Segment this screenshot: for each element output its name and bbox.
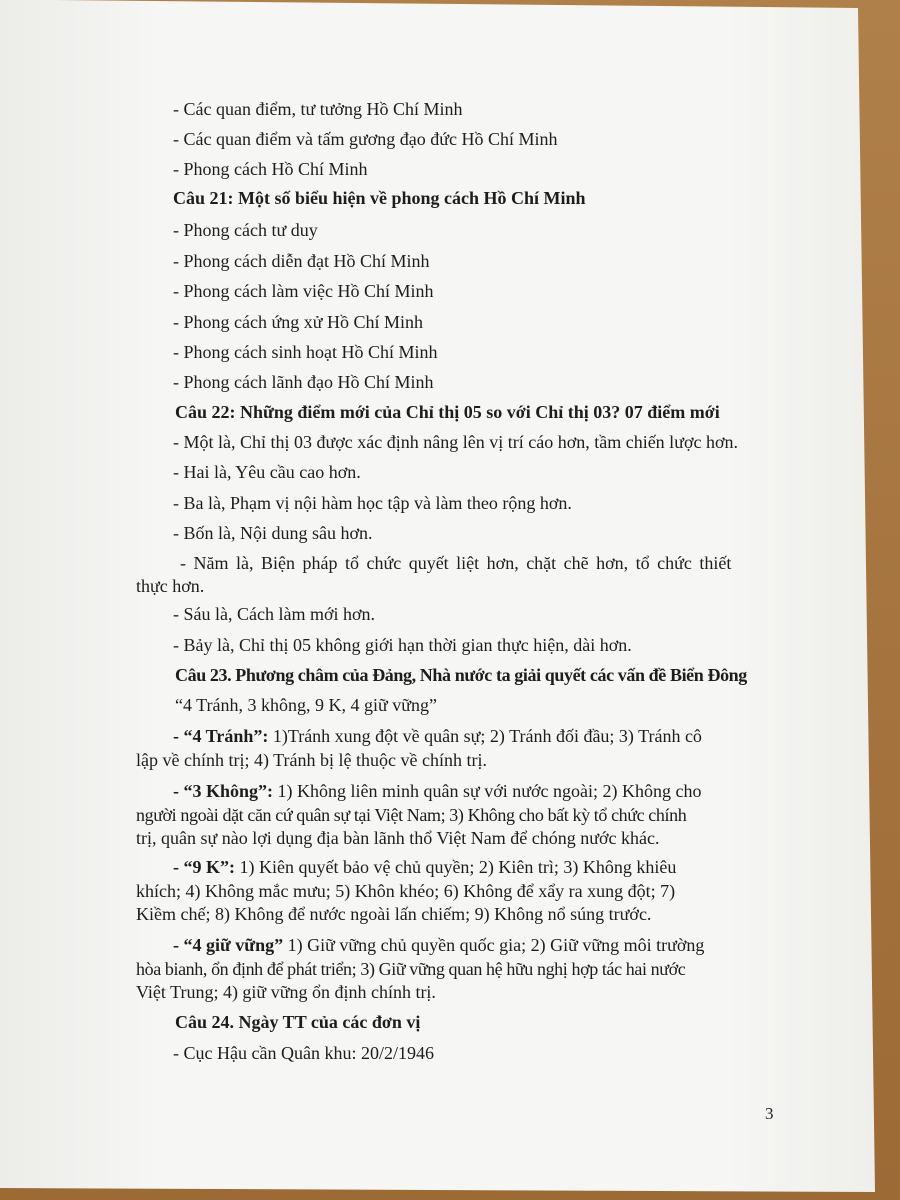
list-item: - Sáu là, Cách làm mới hơn. (173, 604, 375, 624)
term-label: - “3 Không”: (173, 781, 274, 801)
question-heading: Câu 21: Một số biểu hiện về phong cách Hồ Chí Minh (173, 188, 586, 208)
question-heading: Câu 24. Ngày TT của các đơn vị (175, 1012, 421, 1032)
list-item: - Phong cách tư duy (173, 220, 318, 240)
term-label: - “4 giữ vững” (173, 935, 284, 955)
question-heading: Câu 23. Phương châm của Đảng, Nhà nước ta giải quyết các vấn đề Biển Đông (175, 665, 747, 685)
list-item: - Hai là, Yêu cầu cao hơn. (173, 462, 361, 482)
text-line: - Phong cách Hồ Chí Minh (173, 159, 368, 179)
list-item: - Năm là, Biện pháp tổ chức quyết liệt hơn, chặt chẽ hơn, tổ chức thiết (180, 553, 732, 573)
list-item: - Bốn là, Nội dung sâu hơn. (173, 523, 373, 543)
paragraph-line (173, 725, 702, 747)
paragraph-line (173, 856, 676, 878)
list-item: - Ba là, Phạm vị nội hàm học tập và làm theo rộng hơn. (173, 493, 572, 513)
term-text: 1) Kiên quyết bảo vệ chủ quyền; 2) Kiên trì; 3) Không khiêu (235, 857, 677, 877)
text-line: - Các quan điểm và tấm gương đạo đức Hồ Chí Minh (173, 129, 558, 149)
list-item: - Phong cách làm việc Hồ Chí Minh (173, 281, 434, 301)
paragraph-line: khích; 4) Không mắc mưu; 5) Khôn khéo; 6) Không để xẩy ra xung đột; 7) (136, 881, 676, 901)
paragraph-line: Việt Trung; 4) giữ vững ổn định chính trị. (136, 982, 436, 1002)
paragraph-line: người ngoài dặt căn cứ quân sự tại Việt Nam; 3) Không cho bất kỳ tổ chức chính (136, 805, 687, 825)
list-item: - Phong cách ứng xử Hồ Chí Minh (173, 312, 423, 332)
paragraph-line: trị, quân sự nào lợi dụng địa bàn lãnh thổ Việt Nam để chóng nước khác. (136, 828, 660, 848)
motto-text: “4 Tránh, 3 không, 9 K, 4 giữ vững” (175, 695, 438, 715)
list-item: - Một là, Chỉ thị 03 được xác định nâng lên vị trí cáo hơn, tầm chiến lược hơn. (173, 432, 738, 452)
paragraph-line (173, 780, 702, 802)
list-item: - Bảy là, Chỉ thị 05 không giới hạn thời gian thực hiện, dài hơn. (173, 635, 632, 655)
paragraph-line: lập về chính trị; 4) Tránh bị lệ thuộc về chính trị. (136, 750, 487, 770)
paragraph-line: Kiềm chế; 8) Không để nước ngoài lấn chiếm; 9) Không nổ súng trước. (136, 904, 652, 924)
term-text: 1) Không liên minh quân sự với nước ngoài; 2) Không cho (273, 781, 702, 801)
paragraph-line (173, 934, 704, 956)
term-text: 1)Tránh xung đột về quân sự; 2) Tránh đối đầu; 3) Tránh cô (268, 726, 702, 746)
page-number: 3 (765, 1104, 774, 1123)
list-item-continuation: thực hơn. (136, 576, 205, 596)
list-item: - Phong cách diễn đạt Hồ Chí Minh (173, 251, 430, 271)
term-label: - “4 Tránh”: (173, 726, 269, 746)
term-text: 1) Giữ vững chủ quyền quốc gia; 2) Giữ vững môi trường (283, 935, 705, 955)
term-label: - “9 K”: (173, 857, 235, 877)
text-line: - Các quan điểm, tư tưởng Hồ Chí Minh (173, 99, 463, 119)
list-item: - Phong cách sinh hoạt Hồ Chí Minh (173, 342, 438, 362)
question-heading: Câu 22: Những điểm mới của Chỉ thị 05 so với Chỉ thị 03? 07 điểm mới (175, 402, 720, 422)
paragraph-line: hòa bianh, ổn định để phát triển; 3) Giữ vững quan hệ hữu nghị hợp tác hai nước (136, 959, 686, 979)
list-item: - Phong cách lãnh đạo Hồ Chí Minh (173, 372, 434, 392)
list-item: - Cục Hậu cần Quân khu: 20/2/1946 (173, 1043, 434, 1063)
